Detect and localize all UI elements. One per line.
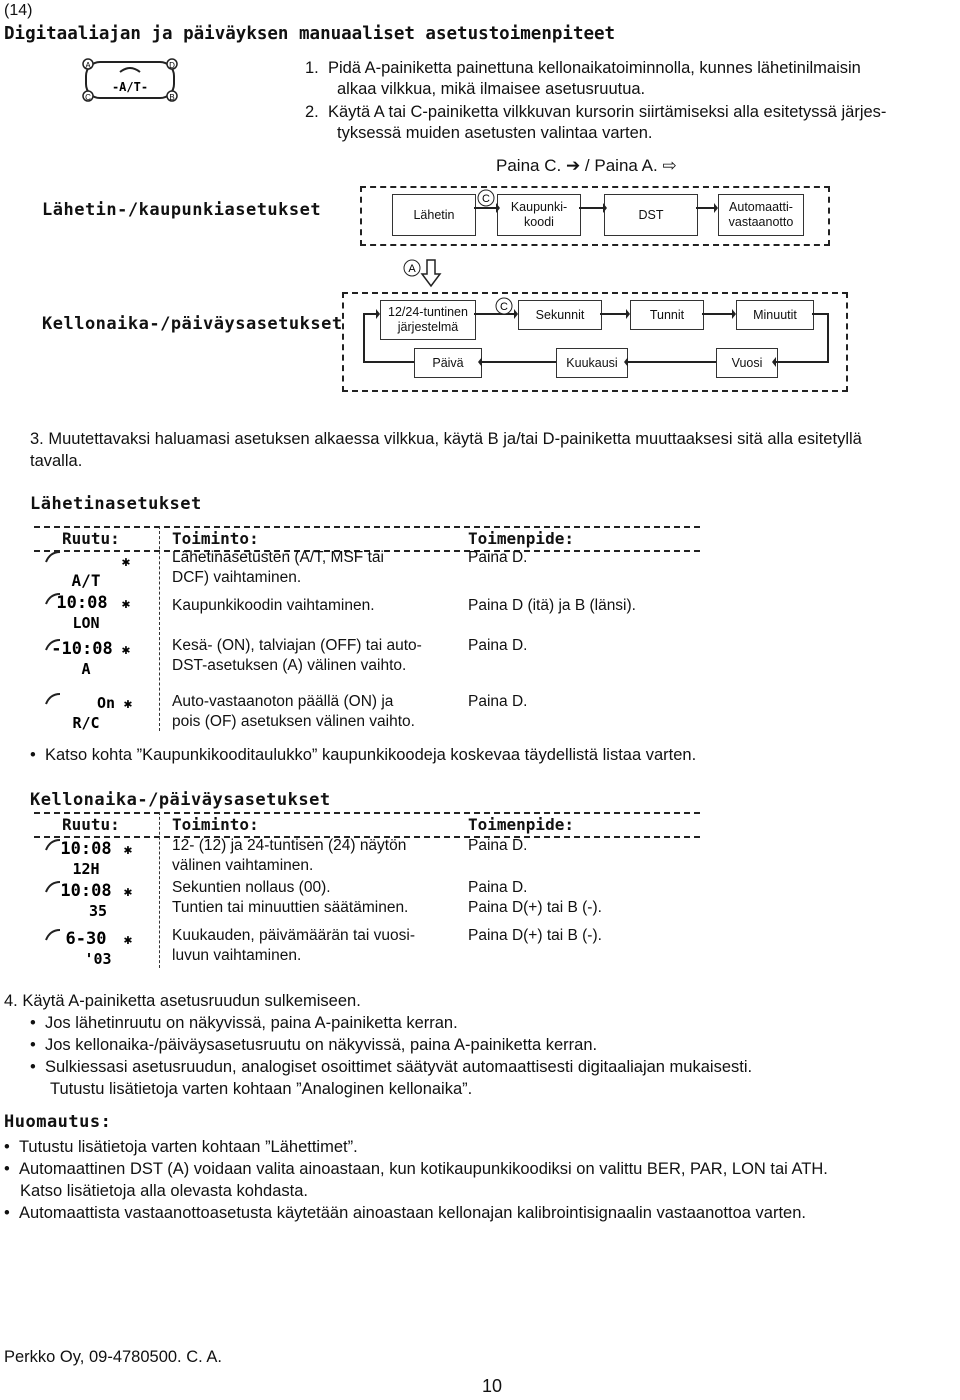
svg-text:A: A <box>81 660 91 678</box>
lcd-icon <box>42 878 138 922</box>
lcd-icon <box>42 548 138 592</box>
a-marker-down-arrow <box>402 258 446 288</box>
diagram2-label: Kellonaika-/päiväysasetukset <box>42 314 343 334</box>
list-item: • Tutustu lisätietoja varten kohtaan ”Lähettimet”. <box>4 1138 358 1156</box>
svg-text:C: C <box>500 301 508 313</box>
table2-heading: Kellonaika-/päiväysasetukset <box>30 790 331 810</box>
box-dst: DST <box>604 194 698 236</box>
legend: Paina C. ➔ / Paina A. ⇨ <box>496 156 677 175</box>
page-title: Digitaaliajan ja päiväyksen manuaaliset asetustoimenpiteet <box>4 24 616 44</box>
svg-text:✱: ✱ <box>123 696 133 712</box>
svg-text:A: A <box>85 61 91 70</box>
note-list: • Tutustu lisätietoja varten kohtaan ”Lähettimet”. • Automaattinen DST (A) voidaan valita ainoastaan, kun kotikaupunkikoodiksi on valittu BER, PAR, LON tai ATH. Katso lisätietoja alla olevasta kohdasta. • Automaattista vastaanottoasetusta käytetään ainoastaan kellonajan kalibrointisignaalin vastaanottoa varten. <box>4 1138 828 1222</box>
svg-text:10:08: 10:08 <box>60 839 112 859</box>
svg-text:6-30: 6-30 <box>65 929 107 949</box>
svg-text:C: C <box>482 193 490 205</box>
box-minuutit: Minuutit <box>736 300 814 330</box>
table1: Ruutu: Toiminto: Toimenpide: ✱ A/T Lähetinasetusten (A/T, MSF tai DCF) vaihtaminen. Paina D. 10:08 ✱ LON Kaupunkikoodin vaihtaminen. Paina D (itä) ja B (länsi). -10:08 ✱ A Kesä- (ON), talviajan (OFF) tai auto- DST-asetuksen (A) välinen vaihto. Paina D. On ✱ R/C Auto-vastaanoton päällä (ON) ja pois (OF) asetuksen välinen vaihto. Paina D. <box>34 526 700 736</box>
list-item: • Automaattista vastaanottoasetusta käytetään ainoastaan kellonajan kalibrointisignaalin vastaanottoa varten. <box>4 1204 806 1222</box>
svg-text:35: 35 <box>88 902 108 920</box>
box-paiva: Päivä <box>414 348 482 378</box>
c-marker-icon-2 <box>494 296 514 316</box>
hollow-arrow-icon: ⇨ <box>662 156 677 175</box>
box-tunnit: Tunnit <box>630 300 704 330</box>
svg-text:✱: ✱ <box>121 642 131 658</box>
bullet-icon: • <box>30 746 36 764</box>
note-title: Huomautus: <box>4 1112 112 1132</box>
svg-text:-10:08: -10:08 <box>51 639 113 659</box>
box-vuosi: Vuosi <box>716 348 778 378</box>
svg-text:✱: ✱ <box>123 932 133 948</box>
box-sekunnit: Sekunnit <box>518 300 602 330</box>
svg-text:R/C: R/C <box>72 714 100 732</box>
step-3: 3. Muutettavaksi haluamasi asetuksen alkaessa vilkkua, käytä B ja/tai D-painiketta muuttaaksesi sitä alla esitetyllä tavalla. <box>30 430 862 470</box>
lcd-icon <box>42 590 138 634</box>
list-item: • Jos lähetinruutu on näkyvissä, paina A-painiketta kerran. <box>30 1014 458 1032</box>
lcd-icon <box>42 836 138 880</box>
list-item: • Jos kellonaika-/päiväysasetusruutu on näkyvissä, paina A-painiketta kerran. <box>30 1036 598 1054</box>
svg-text:✱: ✱ <box>123 842 133 858</box>
page-marker: (14) <box>4 2 33 19</box>
diagram1-label: Lähetin-/kaupunkiasetukset <box>42 200 322 220</box>
svg-text:LON: LON <box>72 614 100 632</box>
svg-text:10:08: 10:08 <box>56 593 108 613</box>
svg-text:On: On <box>96 694 116 712</box>
table1-header: Ruutu: Toiminto: Toimenpide: <box>34 526 700 552</box>
diagram1-arrows <box>360 186 830 246</box>
box-kaupunkikoodi: Kaupunki- koodi <box>497 194 581 236</box>
step-2: 2. Käytä A tai C-painiketta vilkkuvan kursorin siirtämiseksi alla esitetyssä järjes- tyksessä muiden asetusten valintaa varten. <box>305 103 887 142</box>
box-lahetin: Lähetin <box>392 194 476 236</box>
svg-text:B: B <box>169 93 175 102</box>
box-12-24: 12/24-tuntinen järjestelmä <box>380 300 476 340</box>
svg-text:A: A <box>408 263 416 275</box>
list-item: • Automaattinen DST (A) voidaan valita ainoastaan, kun kotikaupunkikoodiksi on valittu BER, PAR, LON tai ATH. <box>4 1160 828 1178</box>
table1-heading: Lähetinasetukset <box>30 494 202 514</box>
lcd-icon <box>42 690 138 734</box>
diagram2-arrows <box>342 292 848 392</box>
watch-display-icon <box>80 56 180 104</box>
svg-text:A/T: A/T <box>71 571 101 590</box>
svg-text:✱: ✱ <box>121 596 131 612</box>
step-1: 1. Pidä A-painiketta painettuna kellonaikatoiminnolla, kunnes lähetinilmaisin alkaa vilkkua, mikä ilmaisee asetusruutua. <box>305 59 861 98</box>
footer-page-number: 10 <box>482 1376 503 1396</box>
c-marker-icon <box>476 188 496 208</box>
svg-text:D: D <box>169 61 175 70</box>
box-automaattivastaanotto: Automaatti- vastaanotto <box>718 194 804 236</box>
footer-company: Perkko Oy, 09-4780500. C. A. <box>4 1348 222 1366</box>
arrow-right-icon: ➔ <box>565 156 581 175</box>
list-item: • Sulkiessasi asetusruudun, analogiset osoittimet säätyvät automaattisesti digitaaliajan mukaisesti. <box>30 1058 753 1076</box>
svg-text:✱: ✱ <box>123 884 133 900</box>
lcd-icon <box>42 926 138 970</box>
table2-header: Ruutu: Toiminto: Toimenpide: <box>34 812 700 838</box>
svg-text:'03: '03 <box>84 950 112 968</box>
step-4: 4. Käytä A-painiketta asetusruudun sulkemiseen. • Jos lähetinruutu on näkyvissä, paina A-painiketta kerran. • Jos kellonaika-/päiväysasetusruutu on näkyvissä, paina A-painiketta kerran. • Sulkiessasi asetusruudun, analogiset osoittimet säätyvät automaattisesti digitaaliajan mukaisesti. Tutustu lisätietoja varten kohtaan ”Analoginen kellonaika”. <box>4 992 753 1098</box>
box-kuukausi: Kuukausi <box>556 348 628 378</box>
table2: Ruutu: Toiminto: Toimenpide: 10:08 ✱ 12H 12- (12) ja 24-tuntisen (24) näytön välinen vaihtaminen. Paina D. 10:08 ✱ 35 Sekuntien nollaus (00). Tuntien tai minuuttien säätäminen. Paina D. Paina D(+) tai B (-). 6-30 ✱ '03 Kuukauden, päivämäärän tai vuosi- luvun vaihtaminen. Paina D(+) tai B (-). <box>34 812 700 972</box>
lcd-icon <box>42 636 138 680</box>
svg-text:C: C <box>85 93 91 102</box>
svg-text:12H: 12H <box>72 860 100 878</box>
svg-text:-A/T-: -A/T- <box>111 80 149 94</box>
svg-text:✱: ✱ <box>121 554 131 570</box>
table1-note: • Katso kohta ”Kaupunkikooditaulukko” kaupunkikoodeja koskevaa täydellistä listaa varten. <box>30 746 697 764</box>
svg-text:10:08: 10:08 <box>60 881 112 901</box>
